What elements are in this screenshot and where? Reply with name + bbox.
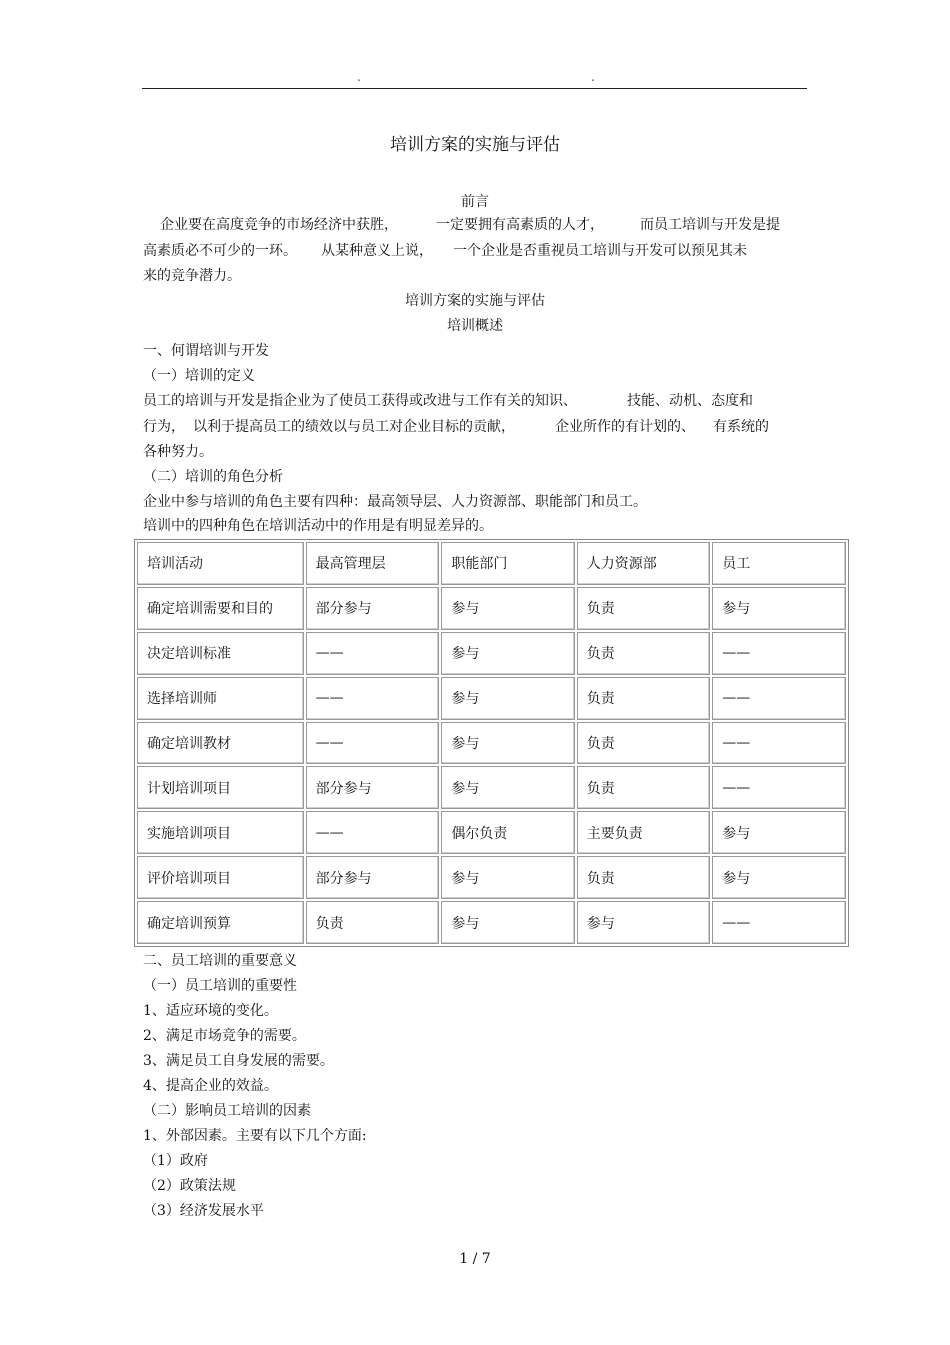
table-cell: —— bbox=[712, 632, 846, 675]
table-cell: 参与 bbox=[441, 587, 574, 630]
table-cell: 负责 bbox=[577, 632, 710, 675]
preface-text: 从某种意义上说， bbox=[321, 243, 433, 259]
preface-text: 一个企业是否重视员工培训与开发可以预见其未 bbox=[453, 243, 747, 259]
section-1-heading: 一、何谓培训与开发 bbox=[143, 343, 269, 359]
table-cell: 参与 bbox=[441, 901, 574, 944]
definition-text: 员工的培训与开发是指企业为了使员工获得或改进与工作有关的知识、 bbox=[143, 393, 577, 409]
subtitle: 培训方案的实施与评估 bbox=[405, 293, 545, 309]
roles-line-1: 企业中参与培训的角色主要有四种：最高领导层、人力资源部、职能部门和员工。 bbox=[143, 494, 647, 510]
section-1-sub-1: （一）培训的定义 bbox=[143, 368, 255, 384]
definition-line-1 bbox=[143, 392, 753, 410]
list-item: 4、提高企业的效益。 bbox=[143, 1078, 278, 1094]
table-row bbox=[137, 632, 846, 675]
page-number: 1 / 7 bbox=[459, 1251, 491, 1267]
table-cell: 负责 bbox=[577, 587, 710, 630]
definition-text: 企业所作的有计划的、 bbox=[555, 419, 695, 435]
table-header-cell: 最高管理层 bbox=[306, 542, 440, 585]
table-header-cell: 培训活动 bbox=[137, 542, 304, 585]
table-cell: 评价培训项目 bbox=[137, 856, 304, 899]
definition-text: 技能、动机、态度和 bbox=[627, 393, 753, 409]
roles-line-2: 培训中的四种角色在培训活动中的作用是有明显差异的。 bbox=[143, 518, 493, 534]
table-header-cell: 职能部门 bbox=[441, 542, 574, 585]
preface-text: 一定要拥有高素质的人才， bbox=[436, 217, 604, 233]
table-header-cell: 人力资源部 bbox=[577, 542, 710, 585]
table-cell: 负责 bbox=[577, 766, 710, 809]
table-row bbox=[137, 722, 846, 765]
list-item: 2、满足市场竞争的需要。 bbox=[143, 1028, 306, 1044]
definition-line-2 bbox=[143, 418, 769, 436]
section-1-sub-2: （二）培训的角色分析 bbox=[143, 469, 283, 485]
table-cell: 参与 bbox=[577, 901, 710, 944]
table-cell: —— bbox=[306, 811, 440, 854]
table-cell: 部分参与 bbox=[306, 766, 440, 809]
table-row bbox=[137, 856, 846, 899]
table-row bbox=[137, 677, 846, 720]
table-cell: —— bbox=[712, 677, 846, 720]
roles-table bbox=[134, 539, 849, 947]
table-cell: 参与 bbox=[441, 632, 574, 675]
table-cell: 参与 bbox=[441, 856, 574, 899]
preface-line-2 bbox=[143, 242, 747, 260]
table-header-cell: 员工 bbox=[712, 542, 846, 585]
list-item: （1）政府 bbox=[143, 1153, 208, 1169]
preface-text: 企业要在高度竞争的市场经济中获胜， bbox=[160, 217, 398, 233]
table-cell: 参与 bbox=[441, 766, 574, 809]
table-cell: 负责 bbox=[306, 901, 440, 944]
table-cell: 偶尔负责 bbox=[441, 811, 574, 854]
preface-heading: 前言 bbox=[461, 194, 489, 210]
table-cell: 参与 bbox=[712, 811, 846, 854]
table-row bbox=[137, 811, 846, 854]
preface-text: 而员工培训与开发是提 bbox=[640, 217, 780, 233]
table-cell: 参与 bbox=[441, 722, 574, 765]
preface-line-3: 来的竞争潜力。 bbox=[143, 268, 241, 284]
table-cell: 参与 bbox=[712, 856, 846, 899]
table-cell: 主要负责 bbox=[577, 811, 710, 854]
external-factors: 1、外部因素。主要有以下几个方面: bbox=[143, 1128, 367, 1144]
table-cell: 负责 bbox=[577, 856, 710, 899]
section-2-sub-1: （一）员工培训的重要性 bbox=[143, 978, 297, 994]
list-item: 3、满足员工自身发展的需要。 bbox=[143, 1053, 334, 1069]
header-rule bbox=[142, 88, 807, 89]
list-item: （2）政策法规 bbox=[143, 1178, 236, 1194]
table-header-row bbox=[137, 542, 846, 585]
table-cell: —— bbox=[306, 677, 440, 720]
section-2-sub-2: （二）影响员工培训的因素 bbox=[143, 1103, 311, 1119]
preface-line-1 bbox=[160, 216, 780, 234]
section-2-heading: 二、员工培训的重要意义 bbox=[143, 953, 297, 969]
table-cell: 确定培训教材 bbox=[137, 722, 304, 765]
overview-heading: 培训概述 bbox=[447, 318, 503, 334]
table-cell: —— bbox=[306, 722, 440, 765]
header-dot-left: . bbox=[357, 70, 361, 84]
preface-text: 高素质必不可少的一环。 bbox=[143, 243, 297, 259]
table-row bbox=[137, 587, 846, 630]
table-cell: 负责 bbox=[577, 722, 710, 765]
list-item: 1、适应环境的变化。 bbox=[143, 1003, 278, 1019]
table-cell: 实施培训项目 bbox=[137, 811, 304, 854]
table-cell: 决定培训标准 bbox=[137, 632, 304, 675]
document-title: 培训方案的实施与评估 bbox=[390, 135, 560, 155]
table-cell: 负责 bbox=[577, 677, 710, 720]
table-row bbox=[137, 766, 846, 809]
definition-text: 行为， bbox=[143, 419, 185, 435]
table-cell: —— bbox=[306, 632, 440, 675]
table-cell: —— bbox=[712, 722, 846, 765]
header-dot-right: . bbox=[591, 70, 595, 84]
table-cell: 部分参与 bbox=[306, 587, 440, 630]
definition-line-3: 各种努力。 bbox=[143, 444, 213, 460]
table-cell: —— bbox=[712, 766, 846, 809]
table-cell: 参与 bbox=[441, 677, 574, 720]
table-cell: 选择培训师 bbox=[137, 677, 304, 720]
table-cell: 确定培训需要和目的 bbox=[137, 587, 304, 630]
table-cell: —— bbox=[712, 901, 846, 944]
table-cell: 参与 bbox=[712, 587, 846, 630]
table-cell: 确定培训预算 bbox=[137, 901, 304, 944]
definition-text: 有系统的 bbox=[713, 419, 769, 435]
table-row bbox=[137, 901, 846, 944]
table-cell: 部分参与 bbox=[306, 856, 440, 899]
definition-text: 以利于提高员工的绩效以与员工对企业目标的贡献， bbox=[193, 419, 515, 435]
list-item: （3）经济发展水平 bbox=[143, 1203, 264, 1219]
table-cell: 计划培训项目 bbox=[137, 766, 304, 809]
